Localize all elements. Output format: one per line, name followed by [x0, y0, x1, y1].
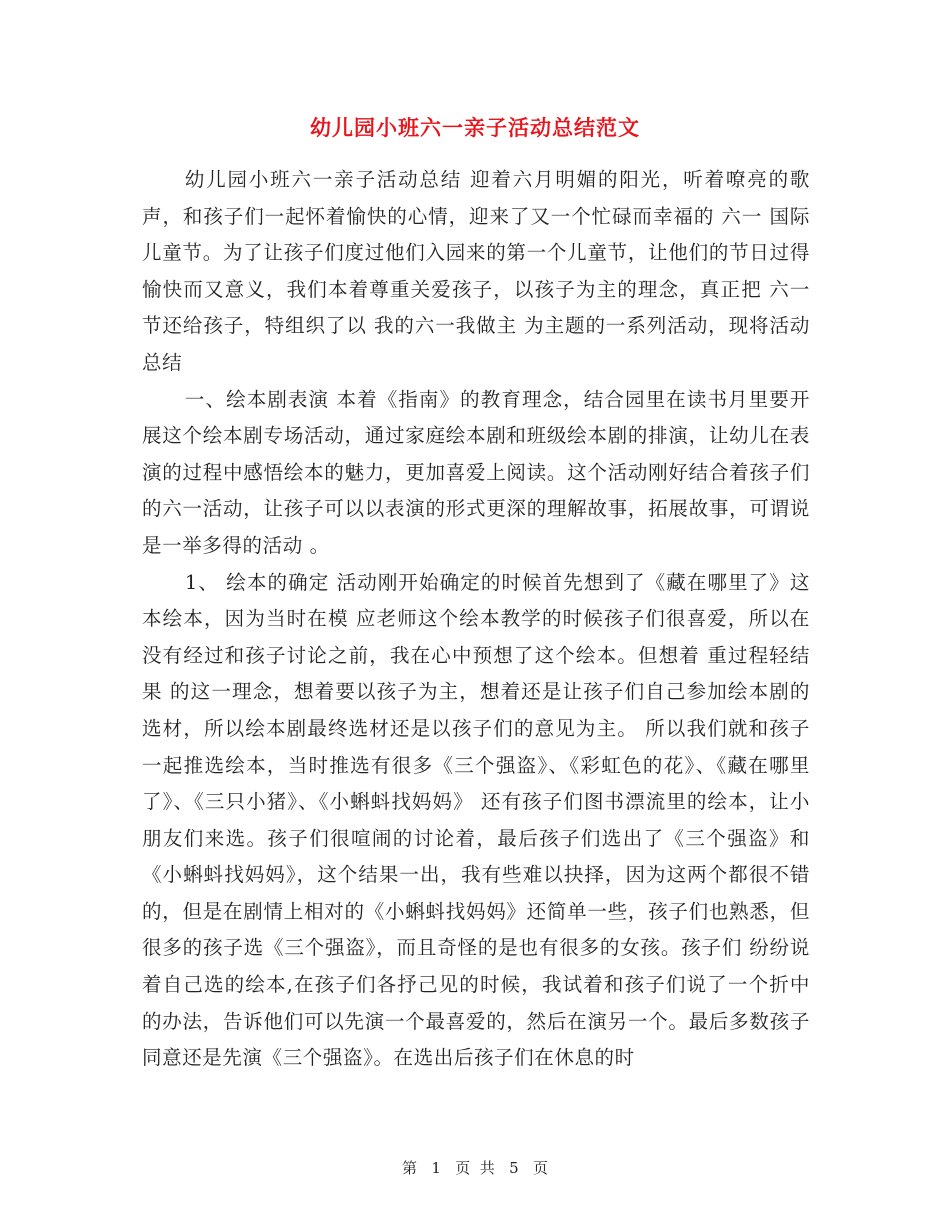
footer-total-pages: 5: [509, 1159, 519, 1177]
document-title: 幼儿园小班六一亲子活动总结范文: [310, 115, 640, 140]
footer-label-pages: 页: [533, 1159, 549, 1177]
page-footer: [0, 1158, 950, 1178]
document-body: [142, 162, 810, 1077]
footer-label-of: 页 共: [455, 1159, 495, 1177]
paragraph-section-1: 一、绘本剧表演 本着《指南》的教育理念，结合园里在读书月里要开展这个绘本剧专场活动，通过家庭绘本剧和班级绘本剧的排演，让幼儿在表演的过程中感悟绘本的魅力，更加喜爱上阅读。这个活动刚好结合着孩子们的六一活动，让孩子可以以表演的形式更深的理解故事，拓展故事，可谓说是一举多得的活动 。: [142, 387, 810, 557]
paragraph-item-1: 1、 绘本的确定 活动刚开始确定的时候首先想到了《藏在哪里了》这本绘本，因为当时在模 应老师这个绘本教学的时候孩子们很喜爱，所以在没有经过和孩子讨论之前，我在心中预想了这个绘本。但想着 重过程轻结果 的这一理念，想着要以孩子为主，想着还是让孩子们自己参加绘本剧的选材，所以绘本剧最终选材还是以孩子们的意见为主。 所以我们就和孩子一起推选绘本，当时推选有很多《三个强盗》、《彩虹色的花》、《藏在哪里了》、《三只小猪》、《小蝌蚪找妈妈》 还有孩子们图书漂流里的绘本，让小朋友们来选。孩子们很喧闹的讨论着，最后孩子们选出了《三个强盗》和《小蝌蚪找妈妈》，这个结果一出，我有些难以抉择，因为这两个都很不错的，但是在剧情上相对的《小蝌蚪找妈妈》还简单一些，孩子们也熟悉，但很多的孩子选《三个强盗》，而且奇怪的是也有很多的女孩。孩子们 纷纷说着自己选的绘本,在孩子们各抒己见的时候，我试着和孩子们说了一个折中的办法，告诉他们可以先演一个最喜爱的，然后在演另一个。最后多数孩子同意还是先演《三个强盗》。在选出后孩子们在休息的时: [142, 570, 810, 1070]
footer-label-page: 第: [401, 1159, 417, 1177]
footer-current-page: 1: [431, 1159, 441, 1177]
paragraph-intro: 幼儿园小班六一亲子活动总结 迎着六月明媚的阳光，听着嘹亮的歌声，和孩子们一起怀着愉快的心情，迎来了又一个忙碌而幸福的 六一 国际儿童节。为了让孩子们度过他们入园来的第一个儿童节，让他们的节日过得愉快而又意义，我们本着尊重关爱孩子，以孩子为主的理念，真正把 六一 节还给孩子，特组织了以 我的六一我做主 为主题的一系列活动，现将活动总结: [142, 168, 810, 374]
